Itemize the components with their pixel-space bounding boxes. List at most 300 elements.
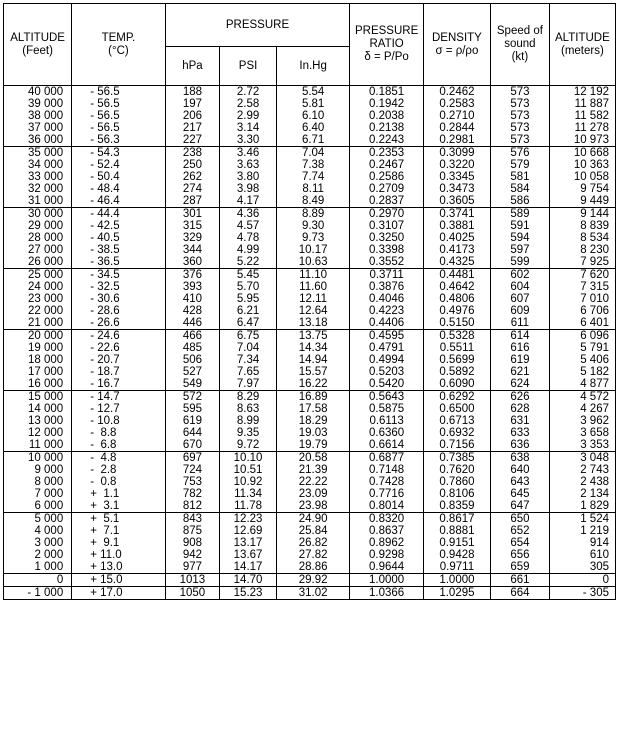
header-speed-of-sound: Speed of sound (kt) [491,4,550,86]
pressure-psi-cell: 8.99 [220,415,277,427]
pressure-ratio-cell: 0.5420 [350,378,423,391]
density-cell: 0.2844 [423,122,490,134]
table-row [4,525,616,537]
altitude-meters-cell: 610 [549,549,615,561]
table-row [4,464,616,476]
table-row [4,147,616,160]
pressure-psi-cell: 13.17 [220,537,277,549]
pressure-hpa-cell: 217 [165,122,220,134]
pressure-psi-cell: 5.70 [220,281,277,293]
altitude-feet-cell: 23 000 [4,293,72,305]
density-cell: 0.3605 [423,195,490,208]
speed-of-sound-cell: 652 [491,525,550,537]
density-cell: 1.0000 [423,574,490,587]
table-row [4,110,616,122]
header-psi: PSI [220,47,277,86]
altitude-feet-cell: 13 000 [4,415,72,427]
temperature-cell: - 28.6 [72,305,165,317]
altitude-feet-cell: 22 000 [4,305,72,317]
table-header [4,4,616,86]
altitude-meters-cell: 9 144 [549,208,615,221]
altitude-group [4,86,616,147]
temperature-cell: - 24.6 [72,330,165,343]
altitude-feet-cell: 31 000 [4,195,72,208]
pressure-ratio-cell: 0.2138 [350,122,423,134]
pressure-hpa-cell: 724 [165,464,220,476]
speed-of-sound-cell: 573 [491,110,550,122]
pressure-ratio-cell: 0.3107 [350,220,423,232]
table-row [4,98,616,110]
pressure-psi-cell: 14.70 [220,574,277,587]
temperature-cell: + 3.1 [72,500,165,513]
pressure-inhg-cell: 27.82 [276,549,349,561]
table-row [4,476,616,488]
pressure-inhg-cell: 13.18 [276,317,349,330]
altitude-group [4,147,616,208]
header-altitude-feet: ALTITUDE (Feet) [4,4,72,86]
table-row [4,342,616,354]
pressure-inhg-cell: 26.82 [276,537,349,549]
speed-of-sound-cell: 636 [491,439,550,452]
speed-of-sound-cell: 573 [491,122,550,134]
altitude-feet-cell: 33 000 [4,171,72,183]
speed-of-sound-cell: 579 [491,159,550,171]
pressure-psi-cell: 9.35 [220,427,277,439]
speed-of-sound-cell: 656 [491,549,550,561]
table-row [4,208,616,221]
pressure-hpa-cell: 1013 [165,574,220,587]
pressure-ratio-cell: 0.2970 [350,208,423,221]
speed-of-sound-cell: 576 [491,147,550,160]
pressure-ratio-cell: 0.2467 [350,159,423,171]
table-row [4,317,616,330]
pressure-psi-cell: 3.30 [220,134,277,147]
altitude-meters-cell: 10 973 [549,134,615,147]
pressure-hpa-cell: 197 [165,98,220,110]
altitude-meters-cell: 9 754 [549,183,615,195]
table-row [4,366,616,378]
density-cell: 1.0295 [423,587,490,600]
pressure-ratio-cell: 0.3250 [350,232,423,244]
temperature-cell: - 20.7 [72,354,165,366]
pressure-hpa-cell: 595 [165,403,220,415]
temperature-cell: - 18.7 [72,366,165,378]
speed-of-sound-cell: 594 [491,232,550,244]
temperature-cell: - 0.8 [72,476,165,488]
pressure-psi-cell: 2.58 [220,98,277,110]
temperature-cell: - 32.5 [72,281,165,293]
pressure-inhg-cell: 13.75 [276,330,349,343]
pressure-psi-cell: 10.92 [220,476,277,488]
pressure-inhg-cell: 6.10 [276,110,349,122]
altitude-meters-cell: 1 829 [549,500,615,513]
density-cell: 0.7156 [423,439,490,452]
pressure-psi-cell: 4.36 [220,208,277,221]
pressure-ratio-cell: 0.4406 [350,317,423,330]
density-cell: 0.3099 [423,147,490,160]
altitude-meters-cell: 3 048 [549,452,615,465]
pressure-inhg-cell: 8.49 [276,195,349,208]
altitude-meters-cell: 3 353 [549,439,615,452]
density-cell: 0.4173 [423,244,490,256]
pressure-psi-cell: 7.34 [220,354,277,366]
pressure-inhg-cell: 16.22 [276,378,349,391]
pressure-inhg-cell: 5.54 [276,86,349,99]
pressure-psi-cell: 10.10 [220,452,277,465]
altitude-meters-cell: 4 267 [549,403,615,415]
speed-of-sound-cell: 619 [491,354,550,366]
altitude-meters-cell: 8 839 [549,220,615,232]
pressure-hpa-cell: 301 [165,208,220,221]
pressure-ratio-cell: 0.4223 [350,305,423,317]
altitude-group [4,452,616,513]
pressure-hpa-cell: 670 [165,439,220,452]
pressure-hpa-cell: 485 [165,342,220,354]
altitude-feet-cell: 4 000 [4,525,72,537]
altitude-feet-cell: 20 000 [4,330,72,343]
altitude-feet-cell: 30 000 [4,208,72,221]
temperature-cell: + 13.0 [72,561,165,574]
altitude-feet-cell: 17 000 [4,366,72,378]
pressure-ratio-cell: 0.4046 [350,293,423,305]
density-cell: 0.4976 [423,305,490,317]
altitude-meters-cell: 8 230 [549,244,615,256]
altitude-feet-cell: 6 000 [4,500,72,513]
density-cell: 0.8617 [423,513,490,526]
pressure-psi-cell: 11.78 [220,500,277,513]
pressure-inhg-cell: 8.11 [276,183,349,195]
pressure-ratio-cell: 0.6113 [350,415,423,427]
altitude-meters-cell: 2 743 [549,464,615,476]
temperature-cell: + 15.0 [72,574,165,587]
altitude-feet-cell: 18 000 [4,354,72,366]
altitude-meters-cell: 3 962 [549,415,615,427]
pressure-ratio-cell: 0.8637 [350,525,423,537]
pressure-hpa-cell: 188 [165,86,220,99]
pressure-psi-cell: 7.04 [220,342,277,354]
table-row [4,122,616,134]
pressure-ratio-cell: 0.9644 [350,561,423,574]
density-cell: 0.6932 [423,427,490,439]
altitude-meters-cell: 2 134 [549,488,615,500]
altitude-feet-cell: 29 000 [4,220,72,232]
density-cell: 0.6090 [423,378,490,391]
pressure-inhg-cell: 16.89 [276,391,349,404]
pressure-inhg-cell: 10.63 [276,256,349,269]
pressure-inhg-cell: 19.03 [276,427,349,439]
table-row [4,452,616,465]
speed-of-sound-cell: 597 [491,244,550,256]
pressure-psi-cell: 4.57 [220,220,277,232]
pressure-psi-cell: 3.63 [220,159,277,171]
pressure-psi-cell: 6.21 [220,305,277,317]
pressure-ratio-cell: 0.2837 [350,195,423,208]
pressure-psi-cell: 5.22 [220,256,277,269]
pressure-inhg-cell: 23.98 [276,500,349,513]
temperature-cell: - 56.5 [72,86,165,99]
altitude-meters-cell: 6 401 [549,317,615,330]
pressure-inhg-cell: 23.09 [276,488,349,500]
altitude-feet-cell: 14 000 [4,403,72,415]
altitude-meters-cell: 4 877 [549,378,615,391]
altitude-meters-cell: 7 010 [549,293,615,305]
density-cell: 0.3741 [423,208,490,221]
speed-of-sound-cell: 591 [491,220,550,232]
temperature-cell: + 11.0 [72,549,165,561]
density-cell: 0.8881 [423,525,490,537]
altitude-group [4,513,616,574]
pressure-inhg-cell: 31.02 [276,587,349,600]
pressure-psi-cell: 15.23 [220,587,277,600]
pressure-inhg-cell: 24.90 [276,513,349,526]
speed-of-sound-cell: 607 [491,293,550,305]
pressure-ratio-cell: 0.6877 [350,452,423,465]
temperature-cell: - 34.5 [72,269,165,282]
pressure-hpa-cell: 428 [165,305,220,317]
pressure-hpa-cell: 238 [165,147,220,160]
temperature-cell: - 48.4 [72,183,165,195]
pressure-inhg-cell: 14.34 [276,342,349,354]
density-cell: 0.3345 [423,171,490,183]
speed-of-sound-cell: 621 [491,366,550,378]
standard-atmosphere-table [3,3,616,600]
pressure-ratio-cell: 1.0366 [350,587,423,600]
speed-of-sound-cell: 664 [491,587,550,600]
density-cell: 0.5699 [423,354,490,366]
table-row [4,403,616,415]
speed-of-sound-cell: 586 [491,195,550,208]
density-cell: 0.9428 [423,549,490,561]
pressure-hpa-cell: 287 [165,195,220,208]
temperature-cell: - 56.5 [72,122,165,134]
altitude-meters-cell: 6 706 [549,305,615,317]
table-row [4,549,616,561]
altitude-meters-cell: 10 668 [549,147,615,160]
pressure-hpa-cell: 227 [165,134,220,147]
speed-of-sound-cell: 604 [491,281,550,293]
temperature-cell: - 52.4 [72,159,165,171]
altitude-feet-cell: 21 000 [4,317,72,330]
pressure-inhg-cell: 29.92 [276,574,349,587]
pressure-inhg-cell: 21.39 [276,464,349,476]
pressure-ratio-cell: 0.2353 [350,147,423,160]
table-row [4,537,616,549]
speed-of-sound-cell: 633 [491,427,550,439]
pressure-ratio-cell: 0.3398 [350,244,423,256]
pressure-hpa-cell: 506 [165,354,220,366]
table-row [4,488,616,500]
pressure-hpa-cell: 644 [165,427,220,439]
density-cell: 0.9711 [423,561,490,574]
altitude-meters-cell: 10 363 [549,159,615,171]
density-cell: 0.4325 [423,256,490,269]
speed-of-sound-cell: 640 [491,464,550,476]
altitude-meters-cell: 0 [549,574,615,587]
density-cell: 0.3473 [423,183,490,195]
altitude-meters-cell: 914 [549,537,615,549]
pressure-ratio-cell: 0.6360 [350,427,423,439]
altitude-feet-cell: 32 000 [4,183,72,195]
pressure-hpa-cell: 410 [165,293,220,305]
pressure-hpa-cell: 206 [165,110,220,122]
speed-of-sound-cell: 626 [491,391,550,404]
altitude-meters-cell: 6 096 [549,330,615,343]
temperature-cell: - 4.8 [72,452,165,465]
pressure-ratio-cell: 0.5875 [350,403,423,415]
altitude-group [4,330,616,391]
temperature-cell: - 36.5 [72,256,165,269]
density-cell: 0.2981 [423,134,490,147]
pressure-psi-cell: 4.78 [220,232,277,244]
altitude-feet-cell: 40 000 [4,86,72,99]
table-row [4,171,616,183]
speed-of-sound-cell: 609 [491,305,550,317]
temperature-cell: + 7.1 [72,525,165,537]
altitude-feet-cell: 5 000 [4,513,72,526]
pressure-psi-cell: 4.17 [220,195,277,208]
speed-of-sound-cell: 645 [491,488,550,500]
pressure-ratio-cell: 0.2243 [350,134,423,147]
pressure-psi-cell: 3.14 [220,122,277,134]
speed-of-sound-cell: 602 [491,269,550,282]
pressure-inhg-cell: 15.57 [276,366,349,378]
table-row [4,391,616,404]
pressure-inhg-cell: 6.71 [276,134,349,147]
header-pressure-ratio: PRESSURE RATIO δ = P/Po [350,4,423,86]
altitude-feet-cell: 1 000 [4,561,72,574]
header-pressure: PRESSURE [165,4,350,47]
pressure-ratio-cell: 0.2038 [350,110,423,122]
altitude-meters-cell: 5 791 [549,342,615,354]
pressure-hpa-cell: 329 [165,232,220,244]
altitude-feet-cell: 39 000 [4,98,72,110]
pressure-psi-cell: 5.95 [220,293,277,305]
density-cell: 0.5150 [423,317,490,330]
altitude-meters-cell: 9 449 [549,195,615,208]
speed-of-sound-cell: 661 [491,574,550,587]
altitude-group [4,587,616,600]
pressure-ratio-cell: 0.8014 [350,500,423,513]
altitude-meters-cell: 11 887 [549,98,615,110]
pressure-inhg-cell: 7.38 [276,159,349,171]
pressure-inhg-cell: 8.89 [276,208,349,221]
pressure-ratio-cell: 0.3711 [350,269,423,282]
density-cell: 0.3881 [423,220,490,232]
pressure-ratio-cell: 0.5643 [350,391,423,404]
pressure-inhg-cell: 20.58 [276,452,349,465]
table-row [4,354,616,366]
pressure-psi-cell: 3.98 [220,183,277,195]
temperature-cell: + 1.1 [72,488,165,500]
temperature-cell: - 56.3 [72,134,165,147]
altitude-feet-cell: 27 000 [4,244,72,256]
speed-of-sound-cell: 624 [491,378,550,391]
pressure-ratio-cell: 0.1851 [350,86,423,99]
header-density: DENSITY σ = ρ/ρo [423,4,490,86]
pressure-inhg-cell: 6.40 [276,122,349,134]
altitude-feet-cell: 0 [4,574,72,587]
altitude-meters-cell: 5 182 [549,366,615,378]
pressure-hpa-cell: 549 [165,378,220,391]
pressure-ratio-cell: 0.7428 [350,476,423,488]
speed-of-sound-cell: 659 [491,561,550,574]
altitude-feet-cell: 2 000 [4,549,72,561]
temperature-cell: - 26.6 [72,317,165,330]
pressure-inhg-cell: 17.58 [276,403,349,415]
table-row [4,500,616,513]
altitude-feet-cell: 36 000 [4,134,72,147]
table-row [4,587,616,600]
pressure-psi-cell: 14.17 [220,561,277,574]
pressure-inhg-cell: 22.22 [276,476,349,488]
pressure-ratio-cell: 0.3552 [350,256,423,269]
speed-of-sound-cell: 647 [491,500,550,513]
temperature-cell: - 10.8 [72,415,165,427]
table-row [4,513,616,526]
altitude-feet-cell: 11 000 [4,439,72,452]
temperature-cell: + 9.1 [72,537,165,549]
density-cell: 0.4642 [423,281,490,293]
pressure-hpa-cell: 1050 [165,587,220,600]
pressure-psi-cell: 3.46 [220,147,277,160]
density-cell: 0.2583 [423,98,490,110]
speed-of-sound-cell: 611 [491,317,550,330]
pressure-hpa-cell: 908 [165,537,220,549]
speed-of-sound-cell: 584 [491,183,550,195]
table-row [4,439,616,452]
density-cell: 0.7860 [423,476,490,488]
pressure-hpa-cell: 782 [165,488,220,500]
altitude-feet-cell: 25 000 [4,269,72,282]
table-row [4,195,616,208]
density-cell: 0.5511 [423,342,490,354]
temperature-cell: - 14.7 [72,391,165,404]
temperature-cell: - 8.8 [72,427,165,439]
altitude-feet-cell: 24 000 [4,281,72,293]
altitude-meters-cell: 7 315 [549,281,615,293]
table-row [4,256,616,269]
altitude-feet-cell: 8 000 [4,476,72,488]
temperature-cell: - 12.7 [72,403,165,415]
pressure-inhg-cell: 5.81 [276,98,349,110]
temperature-cell: - 42.5 [72,220,165,232]
table-row [4,244,616,256]
altitude-feet-cell: 16 000 [4,378,72,391]
pressure-ratio-cell: 0.4994 [350,354,423,366]
altitude-meters-cell: 2 438 [549,476,615,488]
altitude-feet-cell: 37 000 [4,122,72,134]
speed-of-sound-cell: 616 [491,342,550,354]
table-row [4,183,616,195]
pressure-inhg-cell: 28.86 [276,561,349,574]
pressure-psi-cell: 6.75 [220,330,277,343]
table-row [4,159,616,171]
altitude-meters-cell: 7 620 [549,269,615,282]
pressure-hpa-cell: 619 [165,415,220,427]
pressure-ratio-cell: 0.7148 [350,464,423,476]
altitude-feet-cell: 28 000 [4,232,72,244]
altitude-meters-cell: 11 278 [549,122,615,134]
table-row [4,86,616,99]
speed-of-sound-cell: 573 [491,86,550,99]
pressure-hpa-cell: 344 [165,244,220,256]
table-row [4,220,616,232]
speed-of-sound-cell: 581 [491,171,550,183]
pressure-inhg-cell: 11.60 [276,281,349,293]
altitude-meters-cell: 5 406 [549,354,615,366]
table-row [4,415,616,427]
altitude-feet-cell: 15 000 [4,391,72,404]
